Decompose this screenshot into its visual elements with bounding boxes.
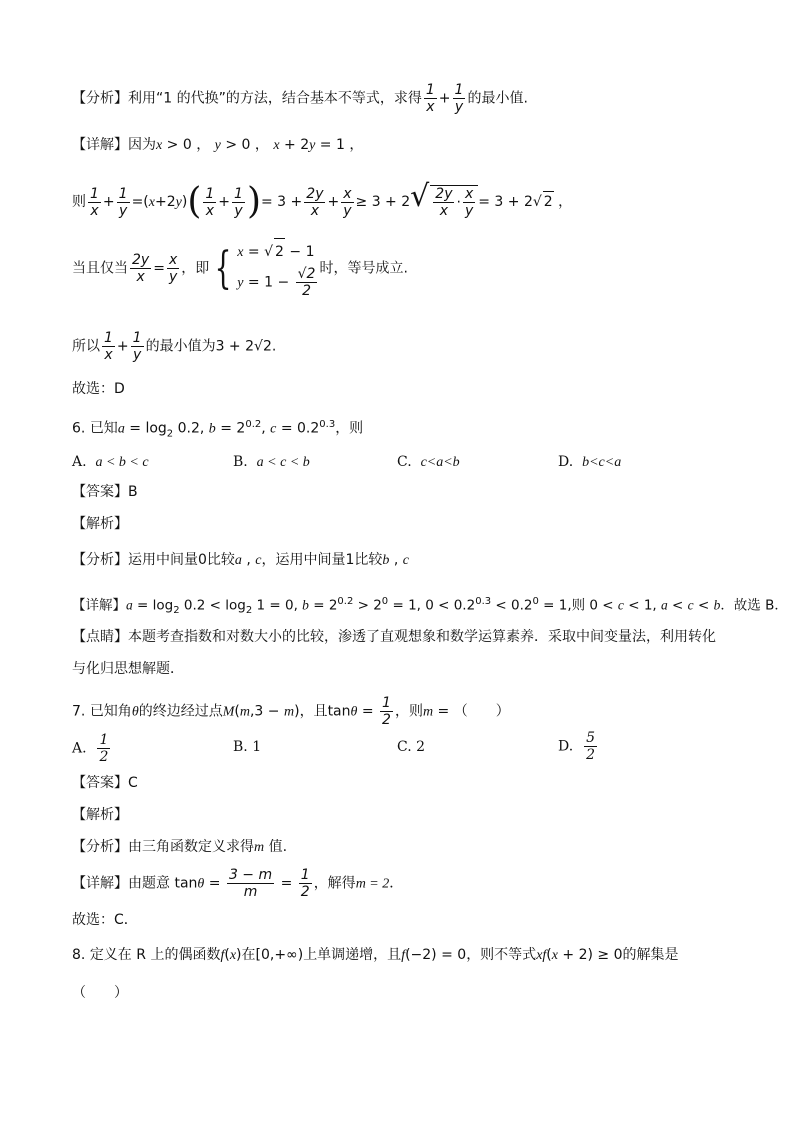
option-b-q6[interactable]: B. a < c < b	[233, 454, 310, 470]
detail-line-q7: 【详解】由题意 tanθ = $\frac{3 - m}{m}$ = $\frac{1}{2}$ ，解得m = 2．	[72, 867, 404, 900]
stem-end-text: ，则	[335, 420, 364, 437]
because-text: 因为	[128, 137, 156, 153]
option-d-q6[interactable]: D. b<c<a	[558, 454, 622, 470]
comment-line-1-q6: 【点睛】本题考查指数和对数大小的比较，渗透了直观想象和数学运算素养．采取中间变量法，利用转化	[72, 629, 716, 645]
question-7-stem: 7. 已知角θ的终边经过点M(m,3 − m)，且tanθ = $\frac{1}{2}$ ，则m = （ ）	[72, 695, 510, 728]
solution-label-q6: 【解析】	[72, 516, 128, 532]
final-answer-q7: 故选：C．	[72, 912, 138, 928]
fraction-1-over-x: $\frac{1}{x}$	[425, 82, 435, 115]
equality-post-text: 时，等号成立.	[319, 260, 408, 277]
equation-system: x = √ 2 − 1 y = 1 − $\frac{√2}{2}$	[237, 238, 319, 299]
answer-value-q6: B	[128, 484, 138, 500]
analysis-label: 【分析】	[72, 90, 128, 107]
answer-line-q7: 【答案】C	[72, 775, 138, 791]
question-6-stem: 6. 已知$a = \log_2 0.2$, $b = 2^{0.2}$, $c = 0.2^{0.3}$，则	[72, 419, 364, 440]
comment-line-2-q6: 与化归思想解题．	[72, 661, 184, 677]
option-d-q7[interactable]: D. $\frac{5}{2}$	[558, 730, 596, 763]
answer-line-q6: 【答案】B	[72, 484, 138, 500]
option-b-q7[interactable]: B. 1	[233, 739, 262, 755]
answer-value-q7: C	[128, 775, 138, 791]
analysis-text-end: 的最小值.	[467, 90, 528, 107]
question-8-stem: 8. 定义在 R 上的偶函数f(x)在[0,+∞)上单调递增，且f(−2) = 0，则不等式xf(x + 2) ≥ 0的解集是	[72, 947, 679, 963]
solution-label-q7: 【解析】	[72, 807, 128, 823]
detail-line-q6: 【详解】$a = \log_2 0.2 < \log_2 1 = 0$, $b = 2^{0.2} > 2^0 = 1$, $0 < 0.2^{0.3} < 0.2^0 = 1$,则 0 < c < 1, a < c < b．故选 B．	[72, 596, 788, 617]
option-c-q6[interactable]: C. c<a<b	[397, 454, 460, 470]
analysis-line-q6: 【分析】运用中间量0比较a , c，运用中间量1比较b , c	[72, 552, 409, 568]
system-brace: {	[214, 242, 232, 294]
option-a-q7[interactable]: A. $\frac{1}{2}$	[72, 732, 109, 765]
min-value-text: 的最小值为	[145, 338, 216, 355]
so-text: 所以	[72, 338, 100, 355]
question-number: 6.	[72, 420, 86, 437]
detail-label: 【详解】	[72, 137, 128, 153]
min-value: 3 + 2√2	[215, 338, 272, 355]
conclusion-q5: 所以 $\frac{1}{x}$ + $\frac{1}{y}$ 的最小值为3 + 2√2.	[72, 330, 277, 363]
fraction-1-over-y: $\frac{1}{y}$	[454, 82, 464, 115]
analysis-text: 利用“1 的代换”的方法，结合基本不等式，求得	[128, 90, 422, 107]
answer-label: 故选：	[72, 381, 114, 397]
equality-mid-text: ，即	[181, 260, 210, 277]
stem-text: 已知	[89, 420, 118, 437]
then-text: 则	[72, 194, 86, 210]
inequality-derivation: 则 $\frac{1}{x}$ + $\frac{1}{y}$ =(x+2y)( $\frac{1}{x}$ + $\frac{1}{y}$ )= 3 + $\frac{2y}{x}$ + $\frac{x}{y}$ ≥ 3 + 2√ $\frac{2y}{x}$ · $\frac{x}{y}$ = 3 + 2√ 2 ，	[72, 179, 573, 222]
analysis-line-q5: 【分析】利用“1 的代换”的方法，结合基本不等式，求得 $\frac{1}{x}$ + $\frac{1}{y}$ 的最小值.	[72, 82, 528, 115]
question-8-choices-placeholder: （ ）	[72, 985, 128, 1001]
answer-line-q5	[72, 379, 125, 399]
analysis-line-q7: 【分析】由三角函数定义求得m 值.	[72, 839, 288, 855]
equality-pre-text: 当且仅当	[72, 260, 128, 277]
so-end-text: .	[271, 338, 277, 355]
answer-value: D	[114, 381, 125, 397]
equality-condition: 当且仅当 $\frac{2y}{x}$ = $\frac{x}{y}$ ，即 { x = √ 2 − 1 y = 1 − $\frac{√2}{2}$ 时，等号成立.	[72, 238, 408, 299]
option-a-q6[interactable]: A. a < b < c	[72, 454, 149, 470]
option-c-q7[interactable]: C. 2	[397, 739, 426, 755]
detail-line-q5: 【详解】因为x > 0 ， y > 0 ， x + 2y = 1 ，	[72, 137, 364, 153]
